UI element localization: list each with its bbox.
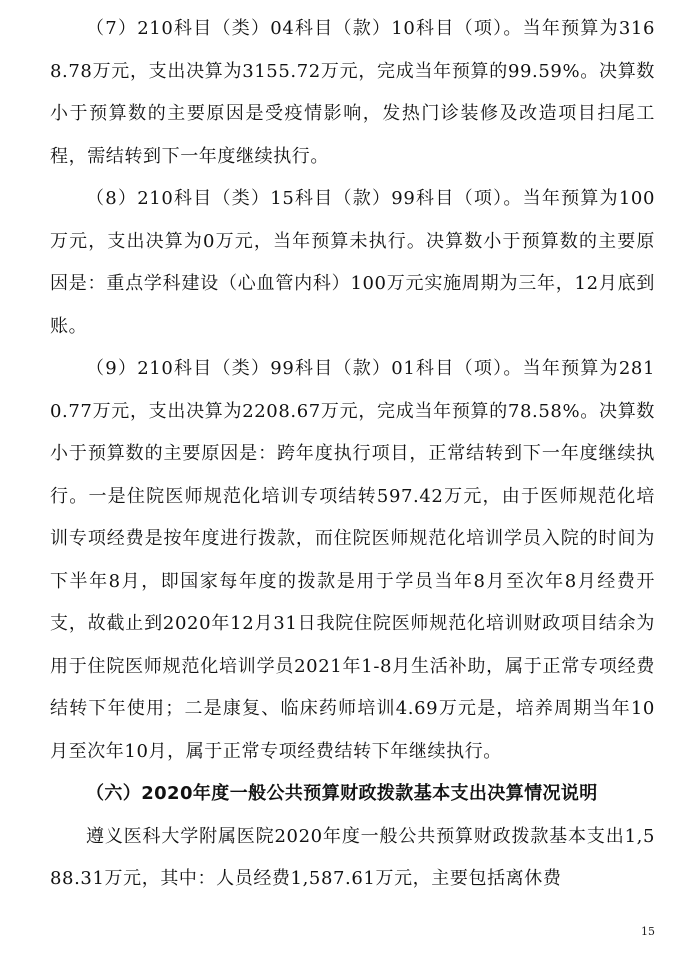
document-body [50, 8, 655, 901]
paragraph-item-7: （7）210科目（类）04科目（款）10科目（项）。当年预算为3168.78万元，支出决算为3155.72万元，完成当年预算的99.59%。决算数小于预算数的主要原因是受疫情影响，发热门诊装修及改造项目扫尾工程，需结转到下一年度继续执行。 [50, 18, 655, 167]
paragraph-item-9: （9）210科目（类）99科目（款）01科目（项）。当年预算为2810.77万元，支出决算为2208.67万元，完成当年预算的78.58%。决算数小于预算数的主要原因是：跨年度执行项目，正常结转到下一年度继续执行。一是住院医师规范化培训专项结转597.42万元，由于医师规范化培训专项经费是按年度进行拨款，而住院医师规范化培训学员入院的时间为下半年8月，即国家每年度的拨款是用于学员当年8月至次年8月经费开支，故截止到2020年12月31日我院住院医师规范化培训财政项目结余为用于住院医师规范化培训学员2021年1-8月生活补助，属于正常专项经费结转下年使用；二是康复、临床药师培训4.69万元是，培养周期当年10月至次年10月，属于正常专项经费结转下年继续执行。 [50, 358, 655, 762]
paragraph-basic-expenditure: 遵义医科大学附属医院2020年度一般公共预算财政拨款基本支出1,588.31万元，其中：人员经费1,587.61万元，主要包括离休费 [50, 825, 655, 889]
paragraph-item-8: （8）210科目（类）15科目（款）99科目（项）。当年预算为100万元，支出决算为0万元，当年预算未执行。决算数小于预算数的主要原因是：重点学科建设（心血管内科）100万元实施周期为三年，12月底到账。 [50, 188, 655, 337]
page-number: 15 [641, 925, 655, 938]
section-heading: （六）2020年度一般公共预算财政拨款基本支出决算情况说明 [86, 783, 598, 804]
